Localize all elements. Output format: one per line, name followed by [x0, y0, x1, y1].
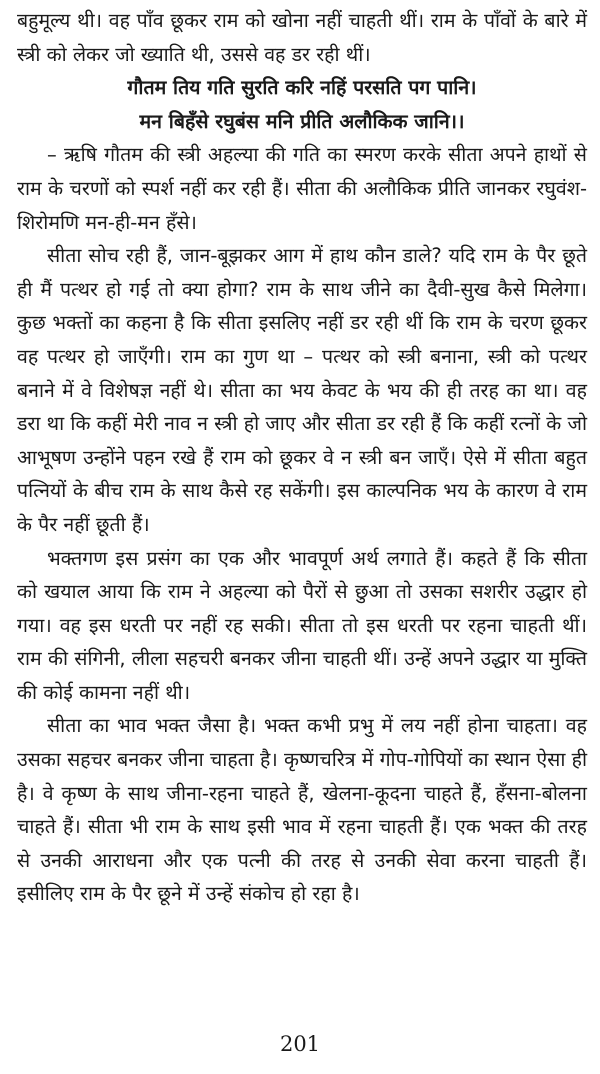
paragraph-3: भक्तगण इस प्रसंग का एक और भावपूर्ण अर्थ लगाते हैं। कहते हैं कि सीता को खयाल आया कि राम ने अहल्या को पैरों से छुआ तो उसका सशरीर उद्धार हो गया। वह इस धरती पर नहीं रह सकी। सीता तो इस धरती पर रहना चाहती थीं। राम की संगिनी, लीला सहचरी बनकर जीना चाहती थीं। उन्हें अपने उद्धार या मुक्ति की कोई कामना नहीं थी।	[17, 546, 587, 704]
verse-line-1: गौतम तिय गति सुरति करि नहिं परसति पग पानि।	[127, 76, 477, 100]
page-body	[17, 4, 587, 911]
paragraph-2: सीता सोच रही हैं, जान-बूझकर आग में हाथ कौन डाले? यदि राम के पैर छूते ही मैं पत्थर हो गई तो क्या होगा? राम के साथ जीने का दैवी-सुख कैसे मिलेगा। कुछ भक्तों का कहना है कि सीता इसलिए नहीं डर रही थीं कि राम के चरण छूकर वह पत्थर हो जाएँगी। राम का गुण था – पत्थर को स्त्री बनाना, स्त्री को पत्थर बनाने में वे विशेषज्ञ नहीं थे। सीता का भय केवट के भय की ही तरह का था। वह डरा था कि कहीं मेरी नाव न स्त्री हो जाए और सीता डर रही हैं कि कहीं रत्नों के जो आभूषण उन्होंने पहन रखे हैं राम को छूकर वे न स्त्री बन जाएँ। ऐसे में सीता बहुत पत्नियों के बीच राम के साथ कैसे रह सकेंगी। इस काल्पनिक भय के कारण वे राम के पैर नहीं छूती हैं।	[17, 244, 587, 536]
verse-line-2: मन बिहँसे रघुबंस मनि प्रीति अलौकिक जानि।।	[139, 109, 465, 133]
paragraph-intro: बहुमूल्य थी। वह पाँव छूकर राम को खोना नहीं चाहती थीं। राम के पाँवों के बारे में स्त्री को लेकर जो ख्याति थी, उससे वह डर रही थीं।	[17, 9, 587, 66]
page-number: 201	[279, 1032, 321, 1056]
paragraph-4: सीता का भाव भक्त जैसा है। भक्त कभी प्रभु में लय नहीं होना चाहता। वह उसका सहचर बनकर जीना चाहता है। कृष्णचरित्र में गोप-गोपियों का स्थान ऐसा ही है। वे कृष्ण के साथ जीना-रहना चाहते हैं, खेलना-कूदना चाहते हैं, हँसना-बोलना चाहते हैं। सीता भी राम के साथ इसी भाव में रहना चाहती हैं। एक भक्त की तरह से उनकी आराधना और एक पत्नी की तरह से उनकी सेवा करना चाहती हैं। इसीलिए राम के पैर छूने में उन्हें संकोच हो रहा है।	[17, 714, 587, 906]
paragraph-1: – ऋषि गौतम की स्त्री अहल्या की गति का स्मरण करके सीता अपने हाथों से राम के चरणों को स्पर्श नहीं कर रही हैं। सीता की अलौकिक प्रीति जानकर रघुवंश-शिरोमणि मन-ही-मन हँसे।	[17, 143, 587, 234]
